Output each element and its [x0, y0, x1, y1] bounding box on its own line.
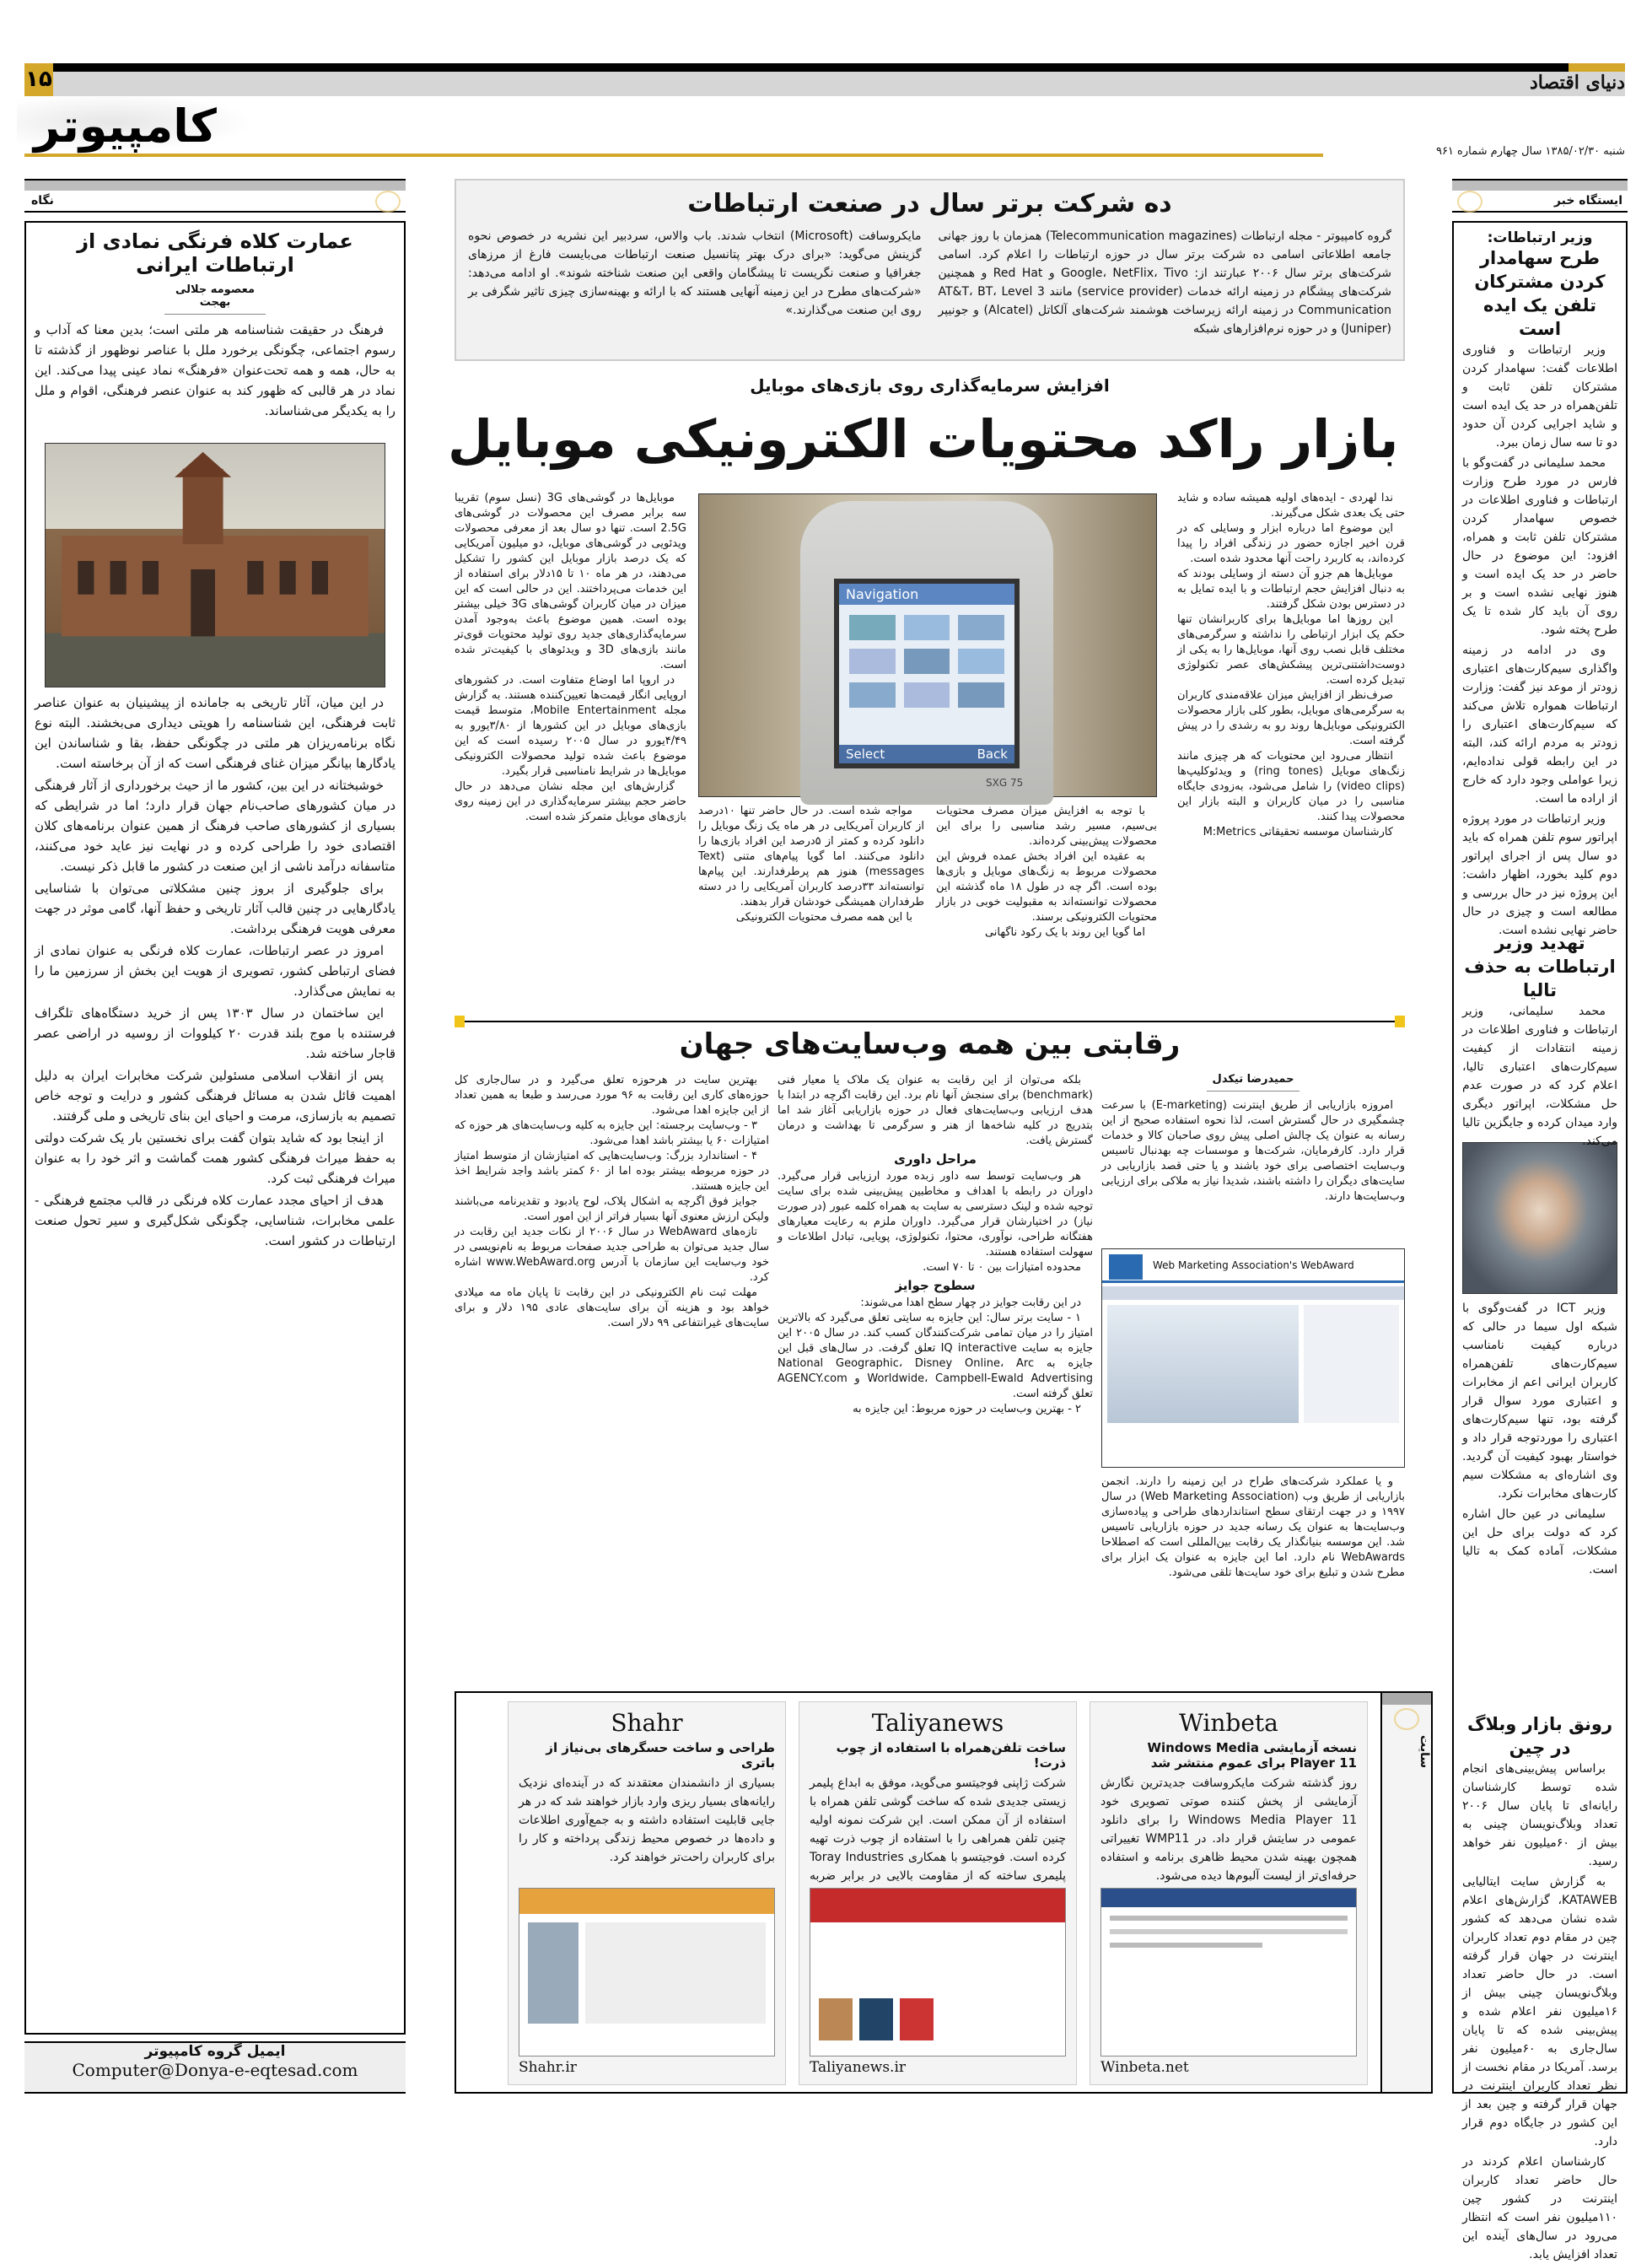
paragraph: ۲ - بهترین وب‌سایت در حوزه مربوط: این جایزه به	[853, 1403, 1081, 1415]
paragraph: با توجه به افزایش میزان مصرف محتویات بی‌سیم، مسیر رشد مناسبی را برای این محصولات پیش‌بینی کرده‌اند.	[936, 805, 1157, 848]
header-gold-cap	[1569, 63, 1625, 72]
site-card-text: بسیاری از دانشمندان معتقدند که در آینده‌ای نزدیک رایانه‌های بسیار ریزی وارد بازار خواهند شد که در هر جایی قابلیت استفاده داشته و به جمع‌آوری اطلاعات و داده‌ها در خصوص محیط زندگی پرداخته و کار را برای کاربران راحت‌تر خواهند کرد.	[519, 1776, 775, 1864]
main-article-headline: بازار راکد محتویات الکترونیکی موبایل	[447, 408, 1398, 470]
building-photo	[45, 443, 385, 687]
paragraph: بهترین سایت در هرحوزه تعلق می‌گیرد و در سال‌جاری کل حوزه‌های کاری این رقابت به ۹۶ مورد می‌رسد و طبعا به همین تعداد از این جایزه اهدا می‌شود.	[455, 1074, 769, 1117]
left-article-intro	[35, 320, 396, 438]
winbeta-screenshot	[1100, 1888, 1357, 2056]
paragraph: ۱ - سایت برتر سال: این جایزه به سایتی تعلق می‌گیرد که بالاترین امتیاز را در میان تمامی شرکت‌کنندگان کسب کند. در سال ۲۰۰۵ این جایزه به سایت IQ interactive تعلق گرفت. در سال‌های قبل این جایزه به National Geographic، Disney Online، Arc Worldwide، Campbell-Ewald Advertising و AGENCY.com تعلق گرفته است.	[778, 1312, 1094, 1400]
newspaper-logo: دنیای اقتصاد	[1530, 72, 1625, 94]
main-article-col3	[698, 804, 924, 1014]
site-card-taliyanews	[799, 1701, 1077, 2085]
globe-icon	[1457, 191, 1482, 213]
paragraph: محمد سلیمانی در گفت‌وگو با فارس در مورد طرح وزارت ارتباطات و فناوری اطلاعات در خصوص سهامدار کردن مشترکان تلفن ثابت و همراه، افزود: این موضوع در حال حاضر در حد یک ایده است و هنوز نهایی نشده است و بر روی آن باید کار شده تا یک طرح پخته شود.	[1462, 456, 1617, 637]
globe-icon	[1394, 1708, 1419, 1730]
paragraph: مهلت ثبت نام الکترونیکی در این رقابت تا پایان ماه مه میلادی خواهد بود و هزینه آن برای سایت‌های عادی ۱۹۵ دلار و برای سایت‌های غیرانتفاعی ۹۹ دلار است.	[455, 1286, 769, 1329]
site-card-url[interactable]: Shahr.ir	[519, 2059, 577, 2076]
web-article-col2	[778, 1073, 1093, 1687]
app-icon	[958, 649, 1004, 674]
email-link[interactable]: Computer@Donya-e-eqtesad.com	[72, 2060, 358, 2080]
site-card-url[interactable]: Taliyanews.ir	[810, 2059, 907, 2076]
news-kicker: وزیر ارتباطات:	[1487, 229, 1593, 246]
app-icon	[904, 615, 950, 640]
webaward-logo	[1109, 1254, 1143, 1280]
site-box	[455, 1691, 1433, 2094]
soft-key-back: Back	[977, 747, 1008, 762]
paragraph: وزیر ICT در گفت‌وگوی با شبکه اول سیما در حالی که درباره کیفیت نامناسب سیم‌کارت‌های تلفن‌همراه کاربران ایرانی اعم از مخابرات و اعتباری مورد سوال قرار گرفته بود، تنها سیم‌کارت‌های اعتباری را موردتوجه قرار داد و خواستار بهبود کیفیت آن گردید. وی اشاره‌ای به مشکلات سیم کارت‌های مخابرات نکرد.	[1462, 1302, 1617, 1501]
paragraph: به گزارش سایت ایتالیایی KATAWEB، گزارش‌های اعلام شده نشان می‌دهد که کشور چین در مقام دوم تعداد کاربران اینترنت در جهان قرار گرفته است. در حال حاضر تعداد وبلاگ‌نویسان چینی بیش از ۱۶میلیون نفر اعلام شده و پیش‌بینی شده که تا پایان سال‌جاری به ۶۰میلیون نفر برسد. آمریکا در مقام نخست از نظر تعداد کاربران اینترنت در جهان قرار گرفته و چین بعد از این کشور در جایگاه دوم قرار دارد.	[1462, 1875, 1618, 2148]
phone-icon-grid	[839, 605, 1014, 718]
header-gold-rule	[24, 154, 1323, 157]
app-icon	[849, 615, 896, 640]
paragraph: هر وب‌سایت توسط سه داور زبده مورد ارزیابی قرار می‌گیرد. داوران در رابطه با اهداف و مخاطبین پیش‌بینی شده برای سایت توجیه شده و لینک دسترسی به سایت به همراه کلمه عبور (در صورت نیاز) در اختیارشان قرار می‌گیرد. داوران ملزم به رعایت معیارهای هفتگانه طراحی، نوآوری، محتوا، تکنولوژی، پویایی، تبادل اطلاعات و سهولت استفاده هستند.	[778, 1170, 1093, 1259]
web-article-col1	[1101, 1073, 1405, 1687]
left-column-header	[24, 179, 406, 213]
paragraph: ۳ - وب‌سایت برجسته: این جایزه به کلیه وب‌سایت‌های هر حوزه که امتیازات ۶۰ یا بیشتر باشد اهدا می‌شود.	[455, 1119, 769, 1147]
soft-key-select: Select	[846, 747, 885, 762]
paragraph: ۴ - استاندارد بزرگ: وب‌سایت‌هایی که امتیازشان از متوسط امتیاز در حوزه مربوطه بیشتر بوده اما از ۶۰ کمتر باشد واجد شرایط اخذ این جایزه هستند.	[455, 1150, 769, 1193]
paragraph: جوایز فوق اگرچه به اشکال پلاک، لوح یادبود و تقدیرنامه می‌باشند ولیکن ارزش معنوی آنها بسیار فراتر از این امور است.	[455, 1195, 769, 1223]
news-body	[1462, 341, 1617, 937]
app-icon	[904, 682, 950, 708]
date-line: شنبه ۱۳۸۵/۰۲/۳۰ سال چهارم شماره ۹۶۱	[1435, 145, 1625, 158]
building-illustration	[46, 444, 385, 687]
site-box-label-strip	[1380, 1693, 1431, 2092]
header-black-bar	[24, 63, 1625, 72]
main-article-kicker: افزایش سرمایه‌گذاری روی بازی‌های موبایل	[750, 375, 1110, 396]
site-card-shahr	[508, 1701, 786, 2085]
paragraph: خوشبختانه در این بین، کشور ما از حیث برخورداری از آثار فرهنگی در میان کشورهای صاحب‌نام جهان قرار دارد؛ اما در شرایطی که بسیاری از کشورهای صاحب فرهنگ از همین عنوان برنامه‌های کلان اقتصادی خود را طراحی کرده و در نهایت نیز عاید خود می‌کنند، متاسفانه درآمد ناشی از این صنعت در کشور ما قابل ذکر نیست.	[35, 778, 396, 874]
paragraph: و یا عملکرد شرکت‌های طراح در این زمینه را دارند. انجمن بازاریابی از طریق وب (Web Marketing Association) در سال ۱۹۹۷ و در جهت ارتقای سطح استانداردهای طراحی و پیاده‌سازی وب‌سایت‌ها به عنوان یک رسانه جدید در حوزه بازاریابی تاسیس شد. این موسسه بنیانگذار یک رقابت بین‌المللی است که اصطلاحا WebAwards نام دارد. اما این جایزه به عنوان یک ابزار برای مطرح شدن و تبلیغ برای خود سایت‌ها تلقی می‌شود.	[1101, 1475, 1406, 1579]
globe-icon	[375, 191, 401, 213]
email-box	[24, 2041, 406, 2094]
site-card-name: Shahr	[611, 1709, 683, 1737]
paragraph: در این رقابت جوایز در چهار سطح اهدا می‌شوند:	[860, 1296, 1081, 1309]
site-box-label: سایت	[1418, 1735, 1431, 1769]
shahr-screenshot	[519, 1888, 775, 2056]
web-article-author: حمیدرضا تیکدل	[1207, 1073, 1300, 1092]
news-body	[1462, 1002, 1617, 1148]
webaward-screenshot	[1101, 1248, 1405, 1468]
paragraph: این ساختمان در سال ۱۳۰۳ پس از خرید دستگاه‌های تلگراف فرستنده با موج بلند قدرت ۲۰ کیلووات از روسیه در اراضی عصر قاجار ساخته شد.	[35, 1005, 396, 1061]
paragraph: با این همه مصرف محتویات الکترونیکی	[735, 911, 912, 924]
paragraph: گزارش‌های این مجله نشان می‌دهد در حال حاضر حجم بیشتر سرمایه‌گذاری در این زمینه روی بازی‌های موبایل متمرکز شده است.	[455, 780, 686, 823]
left-article-author: معصومه جلالی بهجت	[164, 283, 266, 315]
site-card-title: ساخت تلفن‌همراه با استفاده از چوب ذرت!	[836, 1740, 1066, 1771]
site-card-name: Winbeta	[1179, 1709, 1278, 1737]
left-article	[24, 221, 406, 2035]
paragraph: این روزها اما موبایل‌ها برای کاربرانشان تنها حکم یک ابزار ارتباطی را نداشته و سرگرمی‌های مختلف قابل نصب روی آنها، موبایل‌ها را به یکی از دوست‌داشتنی‌ترین پیشکش‌های عصر تکنولوژی تبدیل کرده است.	[1177, 613, 1405, 687]
paragraph: محمد سلیمانی، وزیر ارتباطات و فناوری اطلاعات در زمینه انتقادات از کیفیت سیم‌کارت‌های اعتباری تالیا، اعلام کرد که در صورت عدم حل مشکلات، اپراتور دیگری وارد میدان کرده و جایگزین تالیا می‌کند.	[1462, 1005, 1617, 1148]
app-icon	[958, 615, 1004, 640]
minister-photo	[1462, 1142, 1617, 1294]
site-card-text: شرکت ژاپنی فوجیتسو می‌گوید، موفق به ابداع پلیمر زیستی جدیدی شده که ساخت گوشی تلفن همراه با استفاده از آن ممکن است. این شرکت نمونه اولیه چنین تلفن همراهی را با استفاده از چوب ذرت تهیه کرده است. فوجیتسو با همکاری Toray Industries پلیمری ساخته که از مقاومت بالایی در برابر ضربه	[810, 1776, 1066, 1883]
left-article-body	[35, 693, 396, 2008]
web-article-col3	[455, 1073, 769, 1687]
mobile-phone-photo	[698, 493, 1157, 797]
paragraph: از اینجا بود که شاید بتوان گفت برای نخستین بار یک شرکت دولتی به حفظ میراث فرهنگی کشور همت گماشت و اثر خود را به عنوان میراث فرهنگی ثبت کرد.	[35, 1130, 396, 1186]
site-card-title: نسخه آزمایشی Windows Media Player 11 برای عموم منتشر شد	[1147, 1740, 1357, 1771]
paragraph: اما گویا این روند با یک رکود ناگهانی	[984, 926, 1145, 939]
paragraph: موبایل‌ها هم جزو آن دسته از وسایلی بودند که به دنبال افزایش حجم ارتباطات و با ایده تمایل به در دسترس بودن شکل گرفتند.	[1177, 568, 1405, 611]
app-icon	[849, 682, 896, 708]
taliyanews-screenshot	[810, 1888, 1066, 2056]
paragraph: وی در ادامه در زمینه واگذاری سیم‌کارت‌های اعتباری زودتر از موعد نیز گفت: وزارت ارتباطات همواره تلاش می‌کند که سیم‌کارت‌های اعتباری را زودتر به مردم ارائه کند، البته در این رابطه قولی نداده‌ایم، زیرا عواملی وجود دارد که خارج از اراده ما است.	[1462, 644, 1617, 806]
phone-screen-title: Navigation	[839, 584, 1014, 605]
app-icon	[904, 649, 950, 674]
header-gray-band	[24, 72, 1625, 96]
paragraph: وزیر ارتباطات و فناوری اطلاعات گفت: سهامدار کردن مشترکان تلفن ثابت و تلفن‌همراه در حد یک ایده است و شاید اجرایی کردن آن حدود دو تا سه سال زمان ببرد.	[1462, 343, 1617, 450]
paragraph: امروز در عصر ارتباطات، عمارت کلاه فرنگی به عنوان نمادی از فضای ارتباطی کشور، تصویری از هویت این بخش از سرزمین ما را به نمایش می‌گذارد.	[35, 943, 396, 999]
paragraph: کارشناسان موسسه تحقیقاتی M:Metrics	[1203, 826, 1393, 838]
paragraph: سلیمانی در عین حال اشاره کرد که دولت برای حل این مشکلات، آماده کمک به تالیا است.	[1462, 1507, 1617, 1577]
right-news-column	[1452, 221, 1628, 2261]
app-icon	[849, 649, 896, 674]
top-news-col-right: گروه کامپیوتر - مجله ارتباطات (Telecommunication magazines) همزمان با روز جهانی جامعه اطلاعاتی اسامی ده شرکت برتر سال در حوزه ارتباطات را اعلام کرد. اسامی شرکت‌های برتر سال ۲۰۰۶ عبارتند از: Google، NetFlix، Tivo و Red Hat و همچنین شرکت‌های پیشگام در زمینه ارائه خدمات (service provider) مانند AT&T، BT، Level 3 Communication در زمینه ارائه زیرساخت هوشمند شرکت‌های آلکاتل (Alcatel) و جونیپر (Juniper) و در حوزه نرم‌افزارهای شبکه	[938, 229, 1392, 336]
main-article-col1	[1177, 491, 1405, 1014]
paragraph: محدوده امتیازات بین ۰ تا ۷۰ است.	[923, 1261, 1081, 1274]
paragraph: هدف از احیای مجدد عمارت کلاه فرنگی در قالب مجتمع فرهنگی - علمی مخابرات، شناسایی، چگونگی شکل‌گیری و سیر تحول صنعت ارتباطات در کشور است.	[35, 1193, 396, 1248]
subheading-judging: مراحل داوری	[894, 1151, 977, 1167]
paragraph: مواجه شده است. در حال حاضر تنها ۱۰درصد از کاربران آمریکایی در هر ماه یک زنگ موبایل را دانلود کرده و کمتر از ۵درصد این افراد بازی‌ها را دانلود می‌کنند. اما گویا پیام‌های متنی (Text messages) هنوز هم پرطرفدارند. این پیام‌ها توانسته‌اند ۳۳درصد کاربران آمریکایی را در دسته طرفداران همیشگی خودشان قرار بدهند.	[698, 805, 924, 908]
paragraph: به عقیده این افراد بخش عمده فروش این محصولات مربوط به زنگ‌های موبایل و بازی‌ها بوده است. اگر چه در طول ۱۸ ماه گذشته این محصولات توانسته‌اند به مقبولیت خوبی در بازار محتویات الکترونیکی برسند.	[936, 850, 1157, 924]
section-divider	[455, 1021, 1405, 1022]
paragraph: در این میان، آثار تاریخی به جامانده از پیشینیان به عنوان عناصر ثابت فرهنگی، این شناسنامه را هویتی دیداری می‌بخشند. البته نوع نگاه برنامه‌ریزان هر ملتی در چگونگی حفظ، بقا و شناساندن این یادگارها بیانگر میزان غنای فرهنگی است که از آن برخاسته است.	[35, 695, 396, 771]
news-title: رونق بازار وبلاگ در چین	[1466, 1714, 1613, 1758]
right-column-label: ایستگاه خبر	[1553, 194, 1622, 208]
main-article-col4	[455, 491, 686, 1014]
paragraph: وزیر ارتباطات در مورد پروژه اپراتور سوم تلفن همراه که باید دو سال پس از اجرای اپراتور دوم کلید بخورد، اظهار داشت: این پروژه نیز در حال بررسی و مطالعه است و چیزی در حال حاضر نهایی نشده است.	[1462, 812, 1617, 937]
paragraph: براساس پیش‌بینی‌های انجام شده توسط کارشناسان رایانه‌ای تا پایان سال ۲۰۰۶ تعداد وبلاگ‌نویسان چینی به بیش از ۶۰میلیون نفر خواهد رسید.	[1462, 1762, 1617, 1868]
phone-screen	[834, 579, 1020, 768]
page-number: ۱۵	[24, 63, 53, 96]
divider-marker	[455, 1016, 465, 1027]
top-news-title: ده شرکت برتر سال در صنعت ارتباطات	[687, 189, 1172, 218]
divider-marker	[1395, 1016, 1405, 1027]
paragraph: در اروپا اما اوضاع متفاوت است. در کشورهای اروپایی انگار قیمت‌ها تعیین‌کننده هستند. به گزارش مجله Mobile Entertainment، متوسط قیمت بازی‌های موبایل در این کشورها از ۳/۸۰یورو به ۴/۴۹یورو در سال ۲۰۰۵ رسیده است که این موضوع باعث شده تولید محصولات الکترونیکی موبایل‌ها در شرایط نامناسبی قرار بگیرد.	[455, 674, 687, 778]
paragraph: پس از انقلاب اسلامی مسئولین شرکت مخابرات ایران به دلیل اهمیت قائل شدن به مسائل فرهنگی کشور و درایت و توجه خاص تصمیم به بازسازی، مرمت و احیای این بنای تاریخی و ملی گرفتند.	[35, 1068, 396, 1124]
paragraph: بلکه می‌توان از این رقابت به عنوان یک ملاک یا معیار فنی (benchmark) برای سنجش آنها نام برد. این رقابت اگرچه در ابتدا با هدف ارزیابی وب‌سایت‌های فعال در حوزه بازاریابی آغاز شد اما بتدریج در کلیه شاخه‌ها از هنر و سرگرمی تا بهداشت و درمان گسترش یافت.	[778, 1074, 1093, 1147]
webaward-site-title: Web Marketing Association's WebAward	[1102, 1249, 1404, 1283]
news-body	[1462, 1760, 1618, 2261]
app-icon	[958, 682, 1004, 708]
site-card-title: طراحی و ساخت حسگرهای بی‌نیاز از باتری	[546, 1740, 775, 1771]
paragraph: ندا لهردی - ایده‌های اولیه همیشه ساده و شاید حتی یک بعدی شکل می‌گیرند.	[1177, 492, 1405, 520]
paragraph: موبایل‌ها در گوشی‌های 3G (نسل سوم) تقریبا سه برابر مصرف این محصولات در گوشی‌های 2.5G است. تنها دو سال بعد از معرفی محصولات ویدئویی در گوشی‌های موبایل، دو میلیون آمریکایی که یک درصد بازار موبایل این کشور را تشکیل می‌دهند، در هر ماه ۱۰ تا ۱۵دلار برای استفاده از این خدمات می‌پرداختند. این در حالی است که این میزان در میان کاربران گوشی‌های 3G خیلی بیشتر بوده است. همین موضوع باعث به‌وجود آمدن سرمایه‌گذاری‌های جدید روی تولید محتویات قوی‌تر مانند بازی‌های 3D و ویدئوهای با کیفیت‌تر شده است.	[455, 492, 687, 671]
paragraph: امروزه بازاریابی از طریق اینترنت (E-marketing) با سرعت چشمگیری در حال گسترش است، لذا نحوه استفاده صحیح از این رسانه به عنوان یک چالش اصلی پیش روی صاحبان کالا و خدمات قرار دارد. کارفرمایان، شرکت‌ها و موسسات چه بهدنبال تاسیس وب‌سایت اختصاصی برای خود باشند و یا حتی قصد بازاریابی در سایت‌های دیگران را داشته باشند، شدیدا نیاز به ملاکی برای ارزیابی وب‌سایت‌ها دارند.	[1101, 1099, 1405, 1203]
site-card-text: روز گذشته شرکت مایکروسافت جدیدترین نگارش آزمایشی از پخش کننده صوتی تصویری خود Windows Media Player 11 را برای دانلود عمومی در سایتش قرار داد. در WMP11 تغییراتی همچون بهینه شدن محیط ظاهری برنامه و استفاده حرفه‌ای‌تر از لیست آلبوم‌ها دیده می‌شود.	[1100, 1776, 1357, 1883]
right-column-header	[1452, 179, 1628, 213]
news-title: تهدید وزیر ارتباطات به حذف تالیا	[1464, 933, 1616, 1000]
section-title: کامپیوتر	[34, 100, 217, 153]
paragraph: صرف‌نظر از افزایش میزان علاقه‌مندی کاربران به سرگرمی‌های موبایل، بطور کلی بازار محصولات الکترونیکی موبایل‌ها روند رو به رشدی را در پیش گرفته است.	[1177, 689, 1405, 747]
paragraph: تازه‌های WebAward در سال ۲۰۰۶ از نکات جدید این رقابت در سال جدید می‌توان به طراحی جدید صفحات مربوط به نام‌نویسی در خود وب‌سایت این سازمان با آدرس www.WebAward.org اشاره کرد.	[455, 1226, 769, 1284]
site-card-url[interactable]: Winbeta.net	[1100, 2059, 1189, 2076]
paragraph: برای جلوگیری از بروز چنین مشکلاتی می‌توان با شناسایی یادگارهایی در چنین قالب آثار تاریخی و حفظ آنها، گامی موثر در جهت معرفی هویت فرهنگی برداشت.	[35, 881, 396, 936]
news-body	[1462, 1299, 1617, 1704]
top-news-col-left: مایکروسافت (Microsoft) انتخاب شدند. باب والاس، سردبیر این نشریه در خصوص نحوه گزینش می‌گوید: «برای درک بهتر پتانسیل صنعت ارتباطات می‌بایست فارغ از مرزهای جغرافیا و صنعت نگریست تا پیشگامان واقعی این صنعت شناخته شوند». او ادامه می‌دهد: «شرکت‌های مطرح در این زمینه آنهایی هستند که با ارائه و بهینه‌سازی چیزی تاثیر شگرفی بر روی این صنعت می‌گذارند.»	[468, 229, 922, 317]
top-news-box	[455, 179, 1405, 361]
news-title: طرح سهامدار کردن مشترکان تلفن یک ایده است	[1474, 248, 1606, 339]
web-article-headline: رقابتی بین همه وب‌سایت‌های جهان	[679, 1027, 1181, 1061]
email-box-title: ایمیل گروه کامپیوتر	[144, 2043, 286, 2060]
left-article-title: عمارت کلاه فرنگی نمادی از ارتباطات ایرانی	[77, 229, 353, 277]
main-article-headline-wrap	[447, 403, 1405, 481]
left-column-label: نگاه	[31, 194, 54, 208]
main-article-col2	[936, 804, 1157, 1014]
site-card-winbeta	[1090, 1701, 1368, 2085]
site-card-name: Taliyanews	[871, 1709, 1004, 1737]
paragraph: کارشناسان اعلام کردند در حال حاضر تعداد کاربران اینترنت در کشور چین ۱۱۰میلیون نفر است که انتظار می‌رود در سال‌های آینده این تعداد افزایش یابد.	[1462, 2155, 1617, 2261]
phone-model: SXG 75	[986, 777, 1024, 789]
paragraph: فرهنگ در حقیقت شناسنامه هر ملتی است؛ بدین معنا که آداب و رسوم اجتماعی، چگونگی برخورد ملل با عناصر نوظهور از گذشته تا به حال، همه و همه تحت‌عنوان «فرهنگ» نماد عینی پیدا می‌کند. این نماد در هر قالبی که ظهور کند به عنوان عنصر فرهنگی، اقوام و ملل را به یکدیگر می‌شناساند.	[35, 322, 396, 418]
paragraph: این موضوع اما درباره ابزار و وسایلی که در قرن اخیر اجازه حضور در زندگی افراد را پیدا کرده‌اند، به کاربرد راحت آنها محدود شده است.	[1177, 522, 1405, 565]
paragraph: انتظار می‌رود این محتویات که هر چیزی مانند زنگ‌های موبایل (ring tones) و ویدئوکلیپ‌ها (video clips) را شامل می‌شود، به‌زودی جایگاه مناسبی را در میان کاربران و البته بازار این محصولات پیدا کنند.	[1177, 750, 1405, 823]
subheading-award-levels: سطوح جوایز	[895, 1278, 976, 1293]
